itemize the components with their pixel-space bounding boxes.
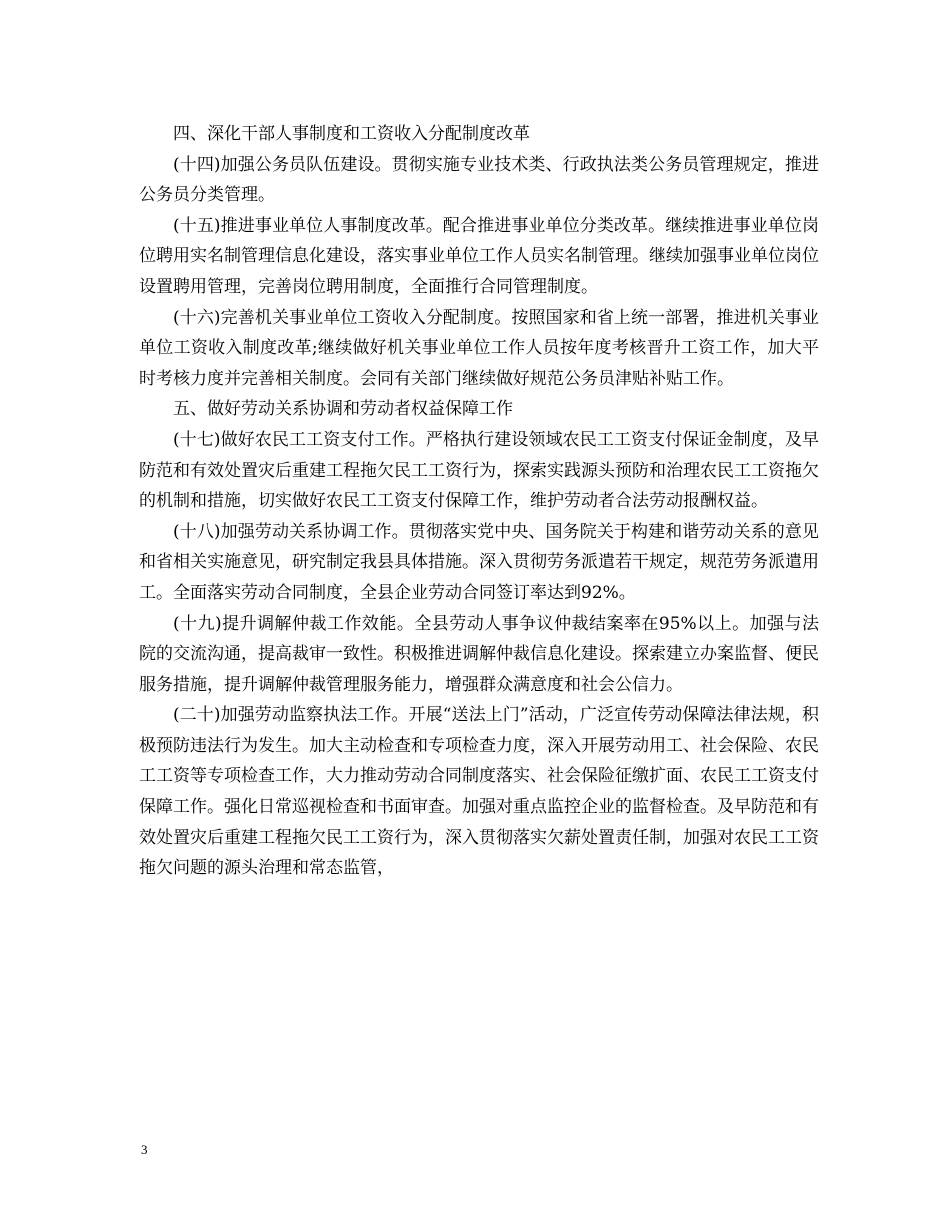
paragraph-14: (十四)加强公务员队伍建设。贯彻实施专业技术类、行政执法类公务员管理规定，推进公务员分类管理。 <box>139 154 819 206</box>
paragraph-15: (十五)推进事业单位人事制度改革。配合推进事业单位分类改革。继续推进事业单位岗位聘用实名制管理信息化建设，落实事业单位工作人员实名制管理。继续加强事业单位岗位设置聘用管理，完善岗位聘用制度，全面推行合同管理制度。 <box>139 215 819 297</box>
paragraph-18: (十八)加强劳动关系协调工作。贯彻落实党中央、国务院关于构建和谐劳动关系的意见和省相关实施意见，研究制定我县具体措施。深入贯彻劳务派遣若干规定，规范劳务派遣用工。全面落实劳动合同制度，全县企业劳动合同签订率达到92%。 <box>139 521 819 603</box>
page-number: 3 <box>141 1142 148 1157</box>
paragraph-20: (二十)加强劳动监察执法工作。开展“送法上门”活动，广泛宣传劳动保障法律法规，积极预防违法行为发生。加大主动检查和专项检查力度，深入开展劳动用工、社会保险、农民工工资等专项检查工作，大力推动劳动合同制度落实、社会保险征缴扩面、农民工工资支付保障工作。强化日常巡视检查和书面审查。加强对重点监控企业的监督检查。及早防范和有效处置灾后重建工程拖欠民工工资行为，深入贯彻落实欠薪处置责任制，加强对农民工工资拖欠问题的源头治理和常态监管， <box>139 705 819 879</box>
paragraph-16: (十六)完善机关事业单位工资收入分配制度。按照国家和省上统一部署，推进机关事业单位工资收入制度改革;继续做好机关事业单位工作人员按年度考核晋升工资工作，加大平时考核力度并完善相关制度。会同有关部门继续做好规范公务员津贴补贴工作。 <box>139 307 819 389</box>
section-heading-4: 四、深化干部人事制度和工资收入分配制度改革 <box>173 124 530 144</box>
paragraph-17: (十七)做好农民工工资支付工作。严格执行建设领域农民工工资支付保证金制度，及早防范和有效处置灾后重建工程拖欠民工工资行为，探索实践源头预防和治理农民工工资拖欠的机制和措施，切实做好农民工工资支付保障工作，维护劳动者合法劳动报酬权益。 <box>139 429 819 512</box>
section-heading-5: 五、做好劳动关系协调和劳动者权益保障工作 <box>173 399 513 420</box>
paragraph-19: (十九)提升调解仲裁工作效能。全县劳动人事争议仲裁结案率在95%以上。加强与法院的交流沟通，提高裁审一致性。积极推进调解仲裁信息化建设。探索建立办案监督、便民服务措施，提升调解仲裁管理服务能力，增强群众满意度和社会公信力。 <box>139 613 819 695</box>
document-body <box>139 119 819 884</box>
